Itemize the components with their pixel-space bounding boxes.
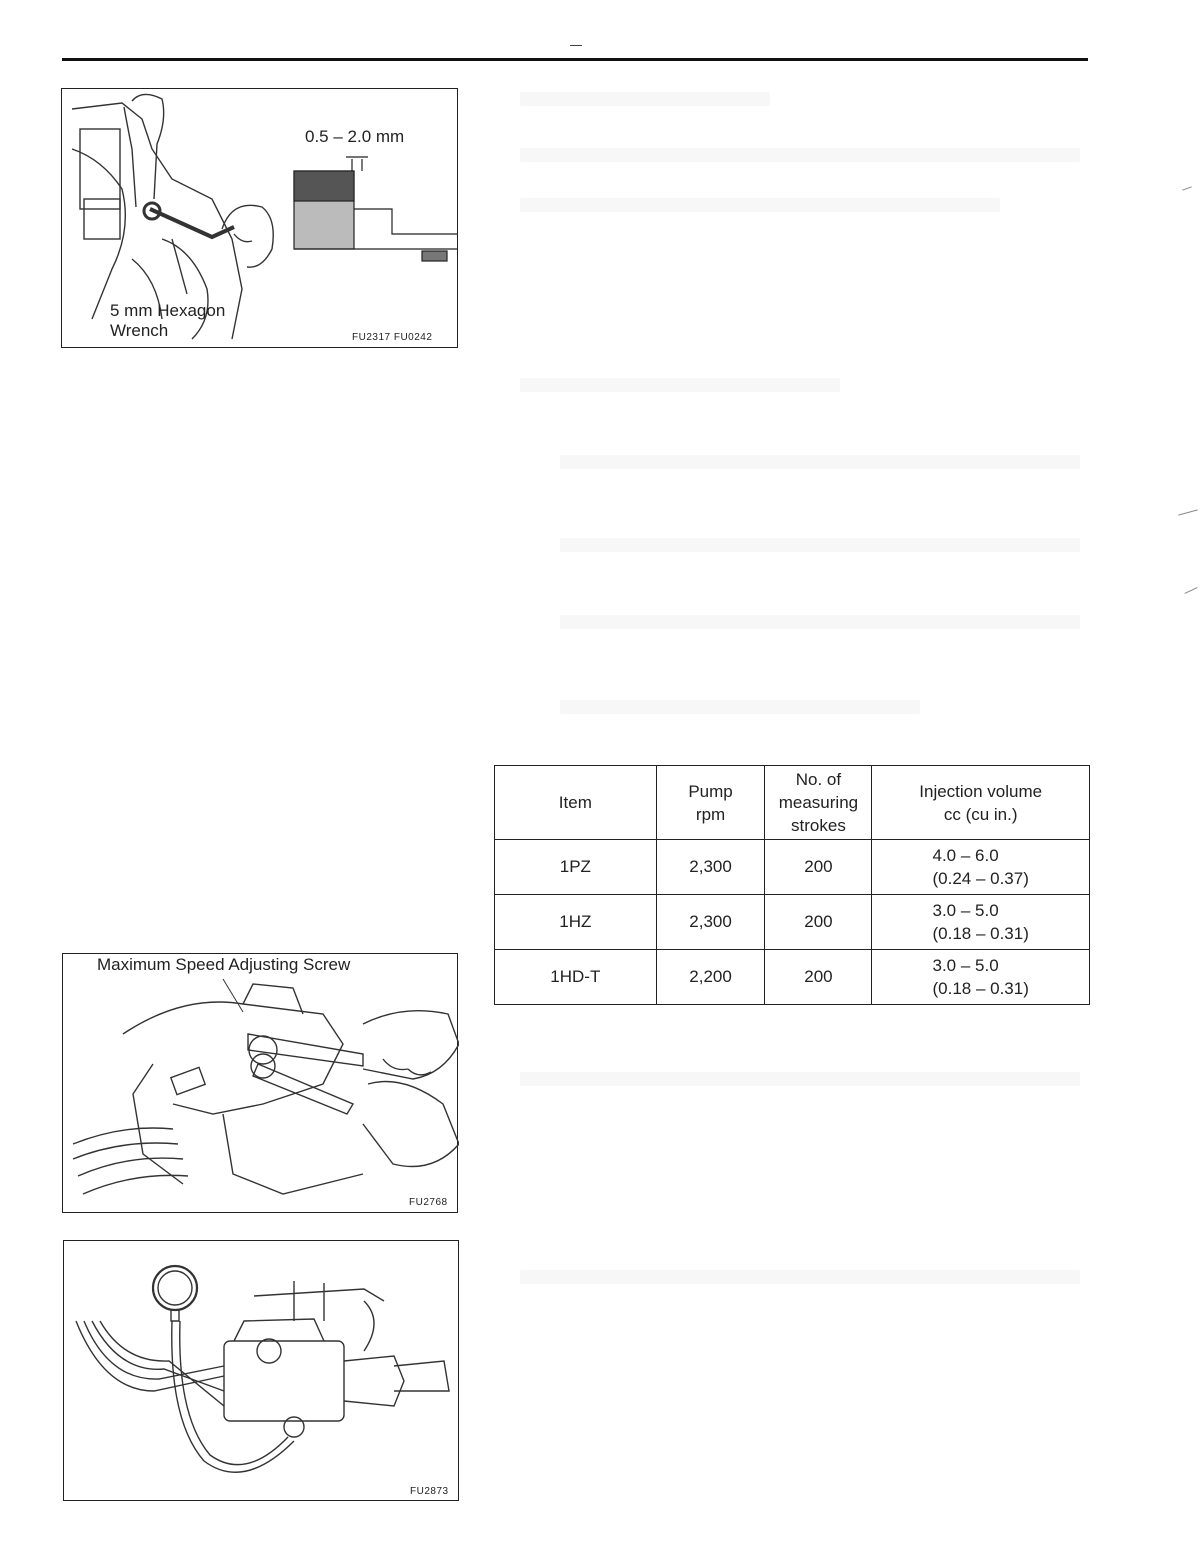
max-speed-screw-callout: Maximum Speed Adjusting Screw (97, 955, 351, 974)
faded-text-line (520, 198, 1000, 212)
volume-cuin: (0.24 – 0.37) (932, 869, 1029, 888)
table-row (495, 895, 1090, 950)
faded-text-line (520, 378, 840, 392)
cell-strokes: 200 (765, 840, 872, 895)
scan-edge-mark (1178, 509, 1198, 515)
max-speed-screw-illustration (63, 954, 459, 1214)
pump-gauge-illustration (64, 1241, 460, 1502)
volume-cuin: (0.18 – 0.31) (932, 924, 1029, 943)
faded-text-line (560, 455, 1080, 469)
faded-text-line (560, 538, 1080, 552)
figure-code: FU2768 (409, 1197, 448, 1208)
cell-volume (872, 950, 1090, 1005)
hexagon-wrench-label (110, 301, 225, 341)
cell-strokes: 200 (765, 950, 872, 1005)
header-tick-mark (570, 45, 582, 46)
scan-edge-mark (1184, 587, 1197, 594)
faded-text-line (560, 615, 1080, 629)
table-row (495, 840, 1090, 895)
cell-rpm: 2,200 (656, 950, 765, 1005)
faded-text-line (560, 700, 920, 714)
volume-cc: 3.0 – 5.0 (932, 901, 999, 920)
header-measuring-strokes: No. of measuring strokes (765, 766, 872, 840)
injection-volume-table (494, 765, 1090, 1005)
cell-item: 1HD-T (495, 950, 657, 1005)
scan-edge-mark (1182, 186, 1192, 190)
faded-text-line (520, 148, 1080, 162)
volume-cc: 3.0 – 5.0 (932, 956, 999, 975)
cell-item: 1HZ (495, 895, 657, 950)
figure-pump-gauge (63, 1240, 459, 1501)
table-row (495, 950, 1090, 1005)
cell-volume (872, 895, 1090, 950)
hexagon-wrench-label-line2: Wrench (110, 321, 169, 340)
volume-cc: 4.0 – 6.0 (932, 846, 999, 865)
cell-item: 1PZ (495, 840, 657, 895)
cell-rpm: 2,300 (656, 895, 765, 950)
header-rule (62, 58, 1088, 61)
faded-text-line (520, 1270, 1080, 1284)
figure-code: FU2317 FU0242 (352, 332, 433, 343)
cell-strokes: 200 (765, 895, 872, 950)
header-injection-volume: Injection volume cc (cu in.) (872, 766, 1090, 840)
figure-code: FU2873 (410, 1486, 449, 1497)
header-pump-rpm: Pump rpm (656, 766, 765, 840)
volume-cuin: (0.18 – 0.31) (932, 979, 1029, 998)
clearance-callout: 0.5 – 2.0 mm (305, 127, 405, 146)
cell-volume (872, 840, 1090, 895)
table-header-row (495, 766, 1090, 840)
faded-text-line (520, 1072, 1080, 1086)
figure-hexagon-wrench-adjustment (61, 88, 458, 348)
faded-text-line (520, 92, 770, 106)
cell-rpm: 2,300 (656, 840, 765, 895)
header-item: Item (495, 766, 657, 840)
figure-max-speed-screw (62, 953, 458, 1213)
hexagon-wrench-label-line1: 5 mm Hexagon (110, 301, 226, 320)
